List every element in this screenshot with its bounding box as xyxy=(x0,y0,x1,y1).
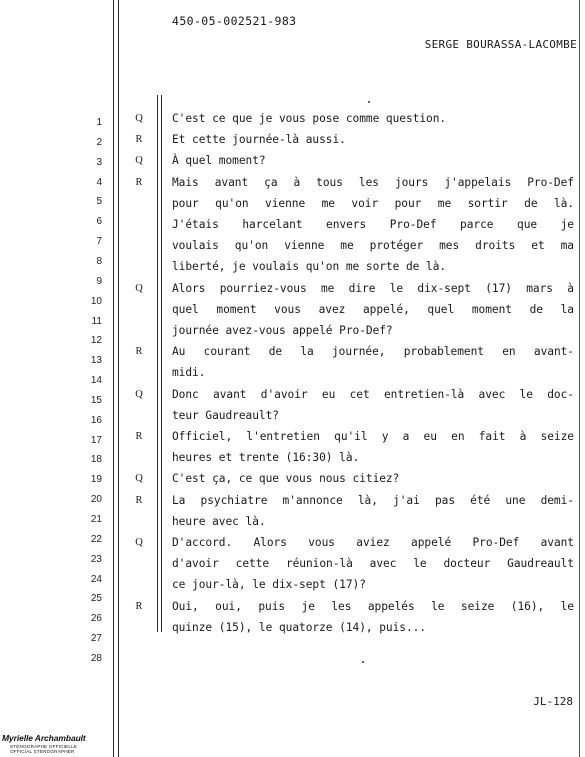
transcript-line-text: D'accord. Alors vous aviez appelé Pro-Def avant xyxy=(172,536,574,549)
line-number: 10 xyxy=(90,295,102,307)
line-number: 3 xyxy=(96,156,102,168)
speaker-marker: Q xyxy=(135,282,143,294)
transcript-line-text: À quel moment? xyxy=(172,154,266,168)
transcript-line-text: midi. xyxy=(172,366,206,380)
transcript-line-text: heure avec là. xyxy=(172,514,266,528)
line-number: 13 xyxy=(90,355,102,367)
speaker-rule-left xyxy=(157,95,158,632)
speaker-marker: R xyxy=(135,431,143,442)
transcript-line-text: Mais avant ça à tous les jours j'appelais Pro-Def xyxy=(172,175,574,189)
transcript-line-text: Officiel, l'entretien qu'il y a eu en fait à seize xyxy=(172,430,574,443)
transcript-line-text: Donc avant d'avoir eu cet entretien-là avec le doc- xyxy=(172,387,574,401)
transcript-line-text: Alors pourriez-vous me dire le dix-sept (17) mars à xyxy=(172,281,574,295)
transcript-line-text: C'est ça, ce que vous nous citiez? xyxy=(172,472,400,486)
line-number: 9 xyxy=(96,275,102,287)
file-number: 450-05-002521-983 xyxy=(172,14,297,28)
transcript-line-text: voulais qu'on vienne me protéger mes droits et ma xyxy=(172,239,574,253)
line-number: 4 xyxy=(96,176,102,188)
speaker-marker: R xyxy=(135,176,143,188)
transcript-line-text: Oui, oui, puis je les appelés le seize (16), le xyxy=(172,599,574,613)
line-number: 8 xyxy=(96,255,102,267)
speaker-marker: R xyxy=(135,600,143,612)
transcript-line-text: teur Gaudreault? xyxy=(172,408,279,422)
stenographer-title-en: OFFICIAL STENOGRAPHER xyxy=(10,749,75,754)
line-number: 25 xyxy=(90,593,102,605)
speaker-marker: R xyxy=(135,134,143,146)
speaker-marker: Q xyxy=(135,473,143,485)
margin-rule-right xyxy=(579,0,580,757)
line-number: 2 xyxy=(96,136,102,148)
stenographer-name: Myrielle Archambault xyxy=(2,733,86,743)
speaker-marker: R xyxy=(135,494,143,506)
line-number: 12 xyxy=(90,335,102,347)
line-number: 19 xyxy=(90,474,102,486)
line-number: 21 xyxy=(90,514,102,525)
transcript-line-text: Au courant de la journée, probablement en avant- xyxy=(172,345,574,359)
transcript-line-text: d'avoir cette réunion-là avec le docteur Gaudreault xyxy=(172,557,574,571)
transcript-line-text: C'est ce que je vous pose comme question. xyxy=(172,112,447,125)
stenographer-logo xyxy=(2,733,102,754)
transcript-line-text: ce jour-là, le dix-sept (17)? xyxy=(172,578,366,592)
line-number: 15 xyxy=(90,394,102,406)
speaker-marker: Q xyxy=(135,113,143,124)
transcript-line-text: liberté, je voulais qu'on me sorte de là. xyxy=(172,260,447,274)
line-number: 24 xyxy=(90,573,102,585)
witness-name: SERGE BOURASSA-LACOMBE xyxy=(424,38,577,51)
speaker-marker: R xyxy=(135,346,143,358)
line-number: 23 xyxy=(90,553,102,565)
line-number: 28 xyxy=(90,652,102,664)
margin-rule-left-inner xyxy=(118,0,119,757)
margin-rule-left xyxy=(113,0,114,757)
line-number: 26 xyxy=(90,613,102,625)
line-number: 22 xyxy=(90,533,102,545)
transcript-line-text: pour qu'on vienne me voir pour me sortir de là. xyxy=(172,196,574,210)
speaker-rule-right xyxy=(161,95,162,632)
transcript-line-text: La psychiatre m'annonce là, j'ai pas été une demi- xyxy=(172,493,574,507)
line-number: 5 xyxy=(96,196,102,208)
scan-speck xyxy=(368,101,370,103)
scan-speck xyxy=(362,661,364,663)
speaker-marker: Q xyxy=(135,537,143,548)
stenographer-title-fr: STÉNOGRAPHE OFFICIELLE xyxy=(10,744,78,749)
line-number: 18 xyxy=(90,454,102,466)
transcript-line-text: quinze (15), le quatorze (14), puis... xyxy=(172,620,427,634)
line-number: 16 xyxy=(90,414,102,426)
line-number: 17 xyxy=(90,434,102,446)
transcript-line-text: Et cette journée-là aussi. xyxy=(172,133,346,147)
line-number: 11 xyxy=(91,315,102,327)
line-number: 14 xyxy=(90,375,102,387)
transcript-line-text: journée avez-vous appelé Pro-Def? xyxy=(172,324,393,337)
line-number: 1 xyxy=(96,117,102,128)
transcript-line-text: quel moment vous avez appelé, quel moment de la xyxy=(172,302,574,316)
transcript-line-text: J'étais harcelant envers Pro-Def parce que je xyxy=(172,218,574,231)
line-number: 20 xyxy=(90,494,102,506)
speaker-marker: Q xyxy=(135,388,143,400)
transcript-line-text: heures et trente (16:30) là. xyxy=(172,451,360,465)
line-number: 7 xyxy=(96,236,102,248)
line-number: 6 xyxy=(96,216,102,228)
line-number: 27 xyxy=(90,633,102,645)
speaker-marker: Q xyxy=(135,155,143,167)
page-code: JL-128 xyxy=(533,695,573,708)
